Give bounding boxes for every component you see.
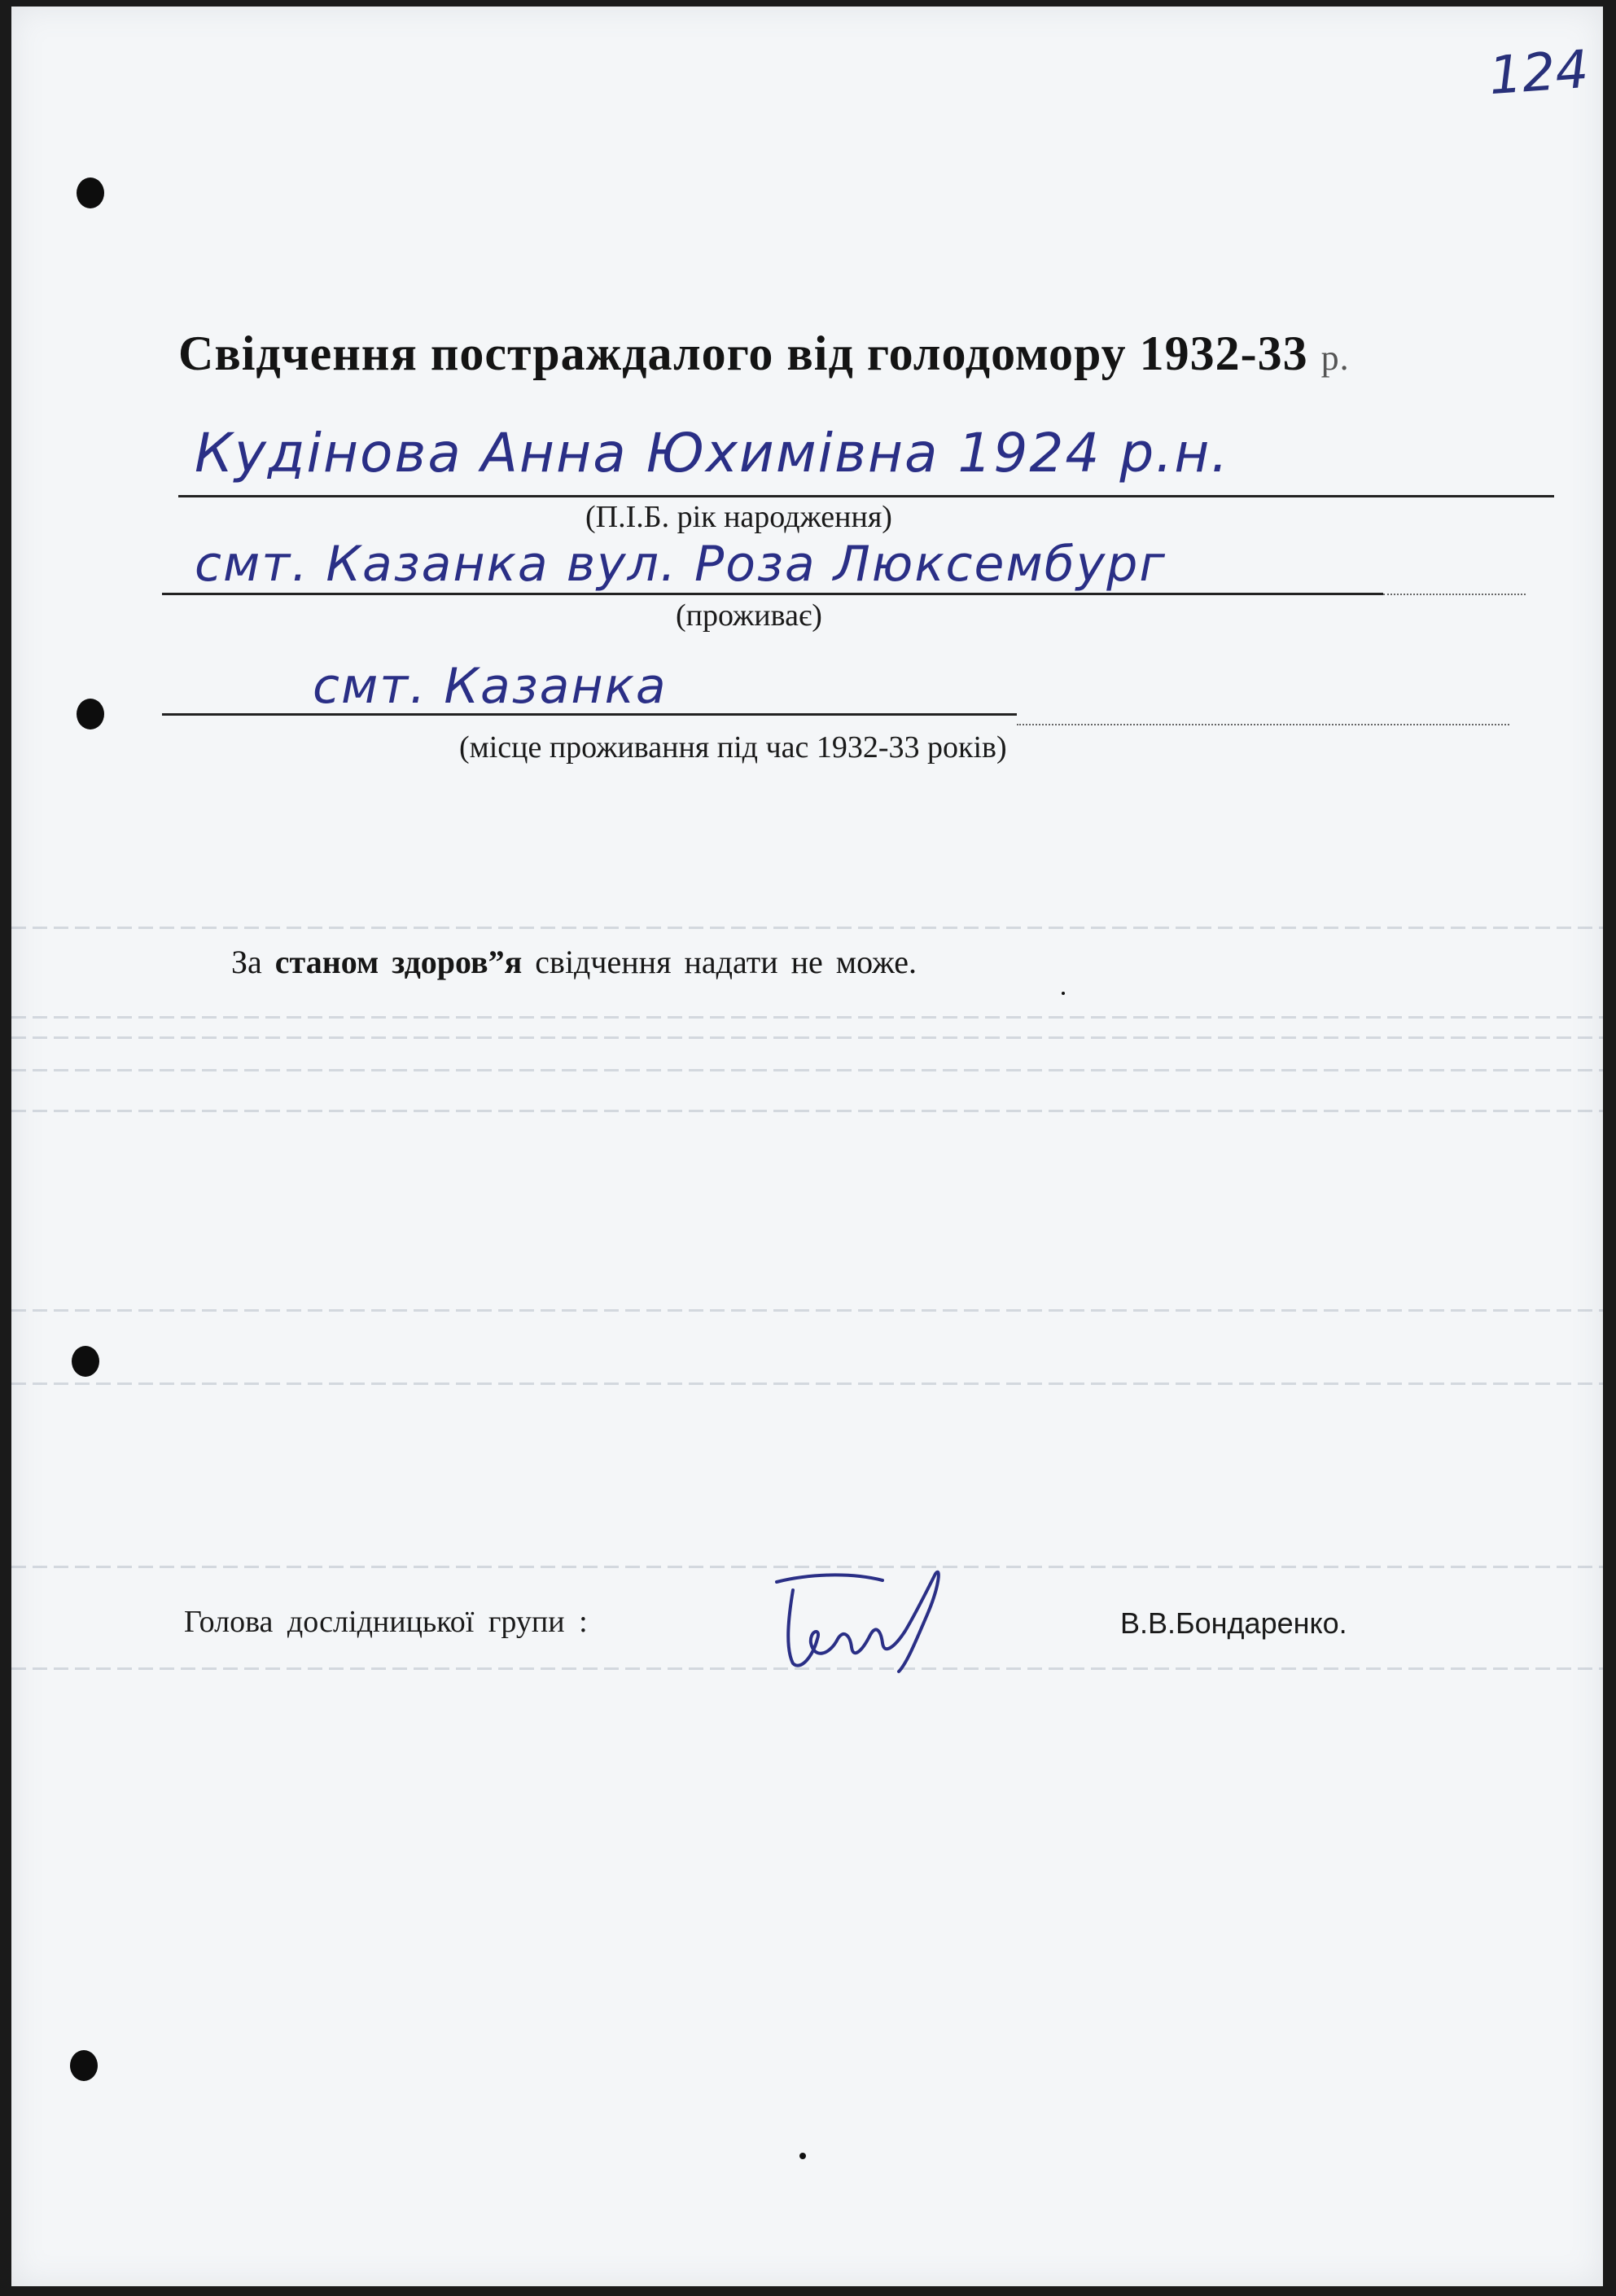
handwritten-residence: смт. Казанка вул. Роза Люксембург [195, 536, 1167, 593]
handwritten-signature [760, 1558, 972, 1680]
caption-residence-1932: (місце проживання під час 1932-33 років) [459, 730, 1007, 765]
field-line-residence-1932-dotted [1017, 724, 1509, 725]
title-suffix: р. [1320, 338, 1350, 378]
punch-hole [72, 1346, 99, 1377]
page-number: 124 [1487, 39, 1591, 107]
handwritten-residence-1932: смт. Казанка [313, 658, 668, 715]
statement-prefix: За [231, 944, 262, 980]
field-line-residence [162, 593, 1383, 595]
statement-bold: станом здоров”я [274, 944, 523, 980]
field-line-residence-1932 [162, 713, 1017, 716]
punch-hole [70, 2050, 98, 2081]
caption-full-name: (П.І.Б. рік народження) [585, 500, 892, 534]
statement-rest: свідчення надати не може. [535, 944, 917, 980]
scan-artifact [11, 1036, 1603, 1039]
handwritten-full-name: Кудінова Анна Юхимівна 1924 р.н. [195, 422, 1230, 484]
scan-artifact [11, 927, 1603, 929]
scan-artifact [11, 1382, 1603, 1385]
document-title [178, 326, 1350, 382]
field-line-name [178, 495, 1554, 497]
statement-text [231, 943, 917, 981]
punch-hole [77, 177, 104, 208]
stray-mark [799, 2153, 806, 2159]
field-line-residence-dotted [1383, 594, 1526, 595]
title-text: Свідчення постраждалого від голодомору 1932-33 [178, 326, 1308, 380]
document-page [11, 7, 1603, 2286]
signature-name: В.В.Бондаренко. [1120, 1606, 1347, 1640]
caption-residence: (проживає) [676, 598, 822, 633]
signature-label: Голова дослідницької групи : [184, 1605, 588, 1639]
scan-artifact [11, 1110, 1603, 1112]
scan-artifact [11, 1016, 1603, 1019]
scan-artifact [11, 1309, 1603, 1312]
punch-hole [77, 699, 104, 730]
scan-artifact [11, 1069, 1603, 1071]
stray-mark [1062, 992, 1065, 995]
